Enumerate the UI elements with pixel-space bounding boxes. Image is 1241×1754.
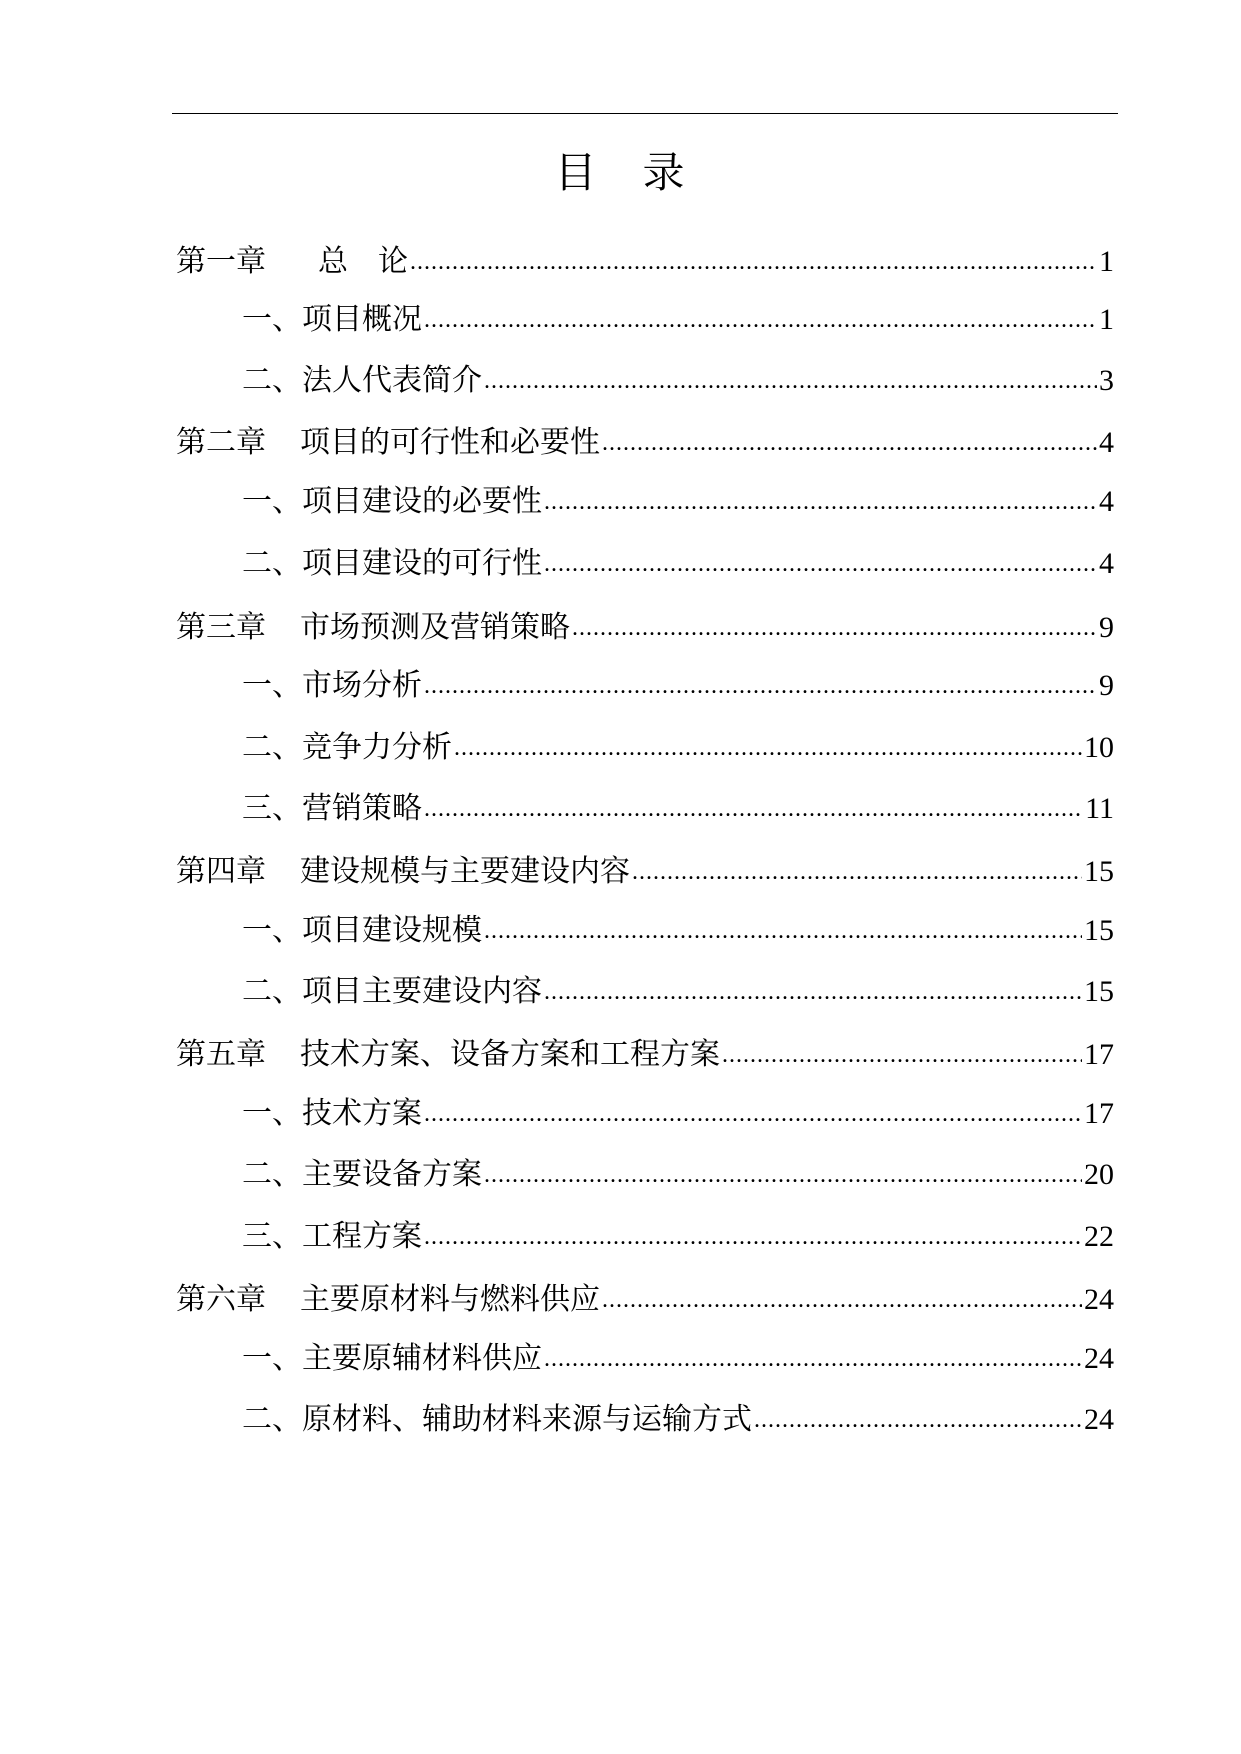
toc-entry-title: 一、项目概况 [242,302,422,337]
toc-entry-title: 一、市场分析 [242,668,422,703]
toc-entry-title: 二、竞争力分析 [242,730,452,765]
toc-entry-title: 技术方案、设备方案和工程方案 [300,1037,720,1072]
toc-dot-leader [424,666,1097,706]
toc-page-number: 15 [1084,914,1114,947]
toc-page-number: 3 [1099,364,1114,397]
toc-page-number: 22 [1084,1220,1114,1253]
toc-dot-leader [544,972,1082,1012]
toc-chapter-number: 第二章 [176,425,266,460]
toc-entry-label [242,1094,422,1134]
toc-chapter-number: 第四章 [176,854,266,889]
toc-entry-label [242,789,422,829]
toc-entry-label [242,300,422,340]
toc-dot-leader [602,1280,1082,1320]
toc-entry-label [176,1280,600,1320]
toc-section-entry [242,361,1114,401]
toc-dot-leader [424,1094,1082,1134]
toc-dot-leader [424,789,1083,829]
toc-page-number: 24 [1084,1342,1114,1375]
toc-entry-title: 一、项目建设的必要性 [242,484,542,519]
toc-chapter-number: 第三章 [176,610,266,645]
toc-entry-label [242,666,422,706]
page-title: 目 录 [554,148,687,197]
toc-page-number: 4 [1099,426,1114,459]
toc-entry-title: 总 论 [318,244,408,279]
toc-entry-label [242,972,542,1012]
toc-dot-leader [410,242,1097,282]
toc-section-entry [242,1400,1114,1440]
toc-entry-label [242,482,542,522]
toc-section-entry [242,728,1114,768]
toc-entry-title: 一、项目建设规模 [242,913,482,948]
toc-entry-title: 主要原材料与燃料供应 [300,1282,600,1317]
toc-page-number: 1 [1099,245,1114,278]
toc-dot-leader [544,544,1097,584]
toc-entry-label [242,1400,752,1440]
toc-entry-label [176,1035,720,1075]
toc-entry-label [242,1217,422,1257]
toc-section-entry [242,1339,1114,1379]
toc-entry-title: 三、营销策略 [242,791,422,826]
toc-entry-label [242,728,452,768]
toc-entry-label [242,361,482,401]
toc-entry-title: 项目的可行性和必要性 [300,425,600,460]
toc-page-number: 15 [1084,855,1114,888]
toc-page-number: 17 [1084,1097,1114,1130]
toc-entry-title: 三、工程方案 [242,1219,422,1254]
toc-page-number: 15 [1084,975,1114,1008]
toc-dot-leader [754,1400,1082,1440]
toc-entry-label [176,242,408,282]
toc-chapter-entry [176,852,1114,892]
toc-dot-leader [544,1339,1082,1379]
toc-page-number: 24 [1084,1403,1114,1436]
toc-page-number: 1 [1099,303,1114,336]
toc-chapter-entry [176,1035,1114,1075]
toc-entry-title: 二、原材料、辅助材料来源与运输方式 [242,1402,752,1437]
toc-entry-title: 二、主要设备方案 [242,1157,482,1192]
toc-chapter-entry [176,608,1114,648]
toc-chapter-entry [176,423,1114,463]
toc-dot-leader [484,911,1082,951]
toc-entry-label [242,1155,482,1195]
toc-chapter-number: 第六章 [176,1282,266,1317]
toc-page-number: 4 [1099,547,1114,580]
toc-entry-title: 建设规模与主要建设内容 [300,854,630,889]
toc-entry-title: 二、项目主要建设内容 [242,974,542,1009]
toc-section-entry [242,1217,1114,1257]
toc-section-entry [242,972,1114,1012]
toc-entry-label [176,852,630,892]
toc-page-number: 24 [1084,1283,1114,1316]
toc-entry-title: 二、项目建设的可行性 [242,546,542,581]
toc-chapter-number: 第一章 [176,244,266,279]
toc-section-entry [242,1155,1114,1195]
toc-dot-leader [544,482,1097,522]
toc-dot-leader [722,1035,1082,1075]
toc-page-number: 4 [1099,485,1114,518]
toc-section-entry [242,789,1114,829]
toc-dot-leader [572,608,1097,648]
toc-page-number: 11 [1085,792,1114,825]
toc-chapter-entry [176,242,1114,282]
toc-section-entry [242,300,1114,340]
toc-dot-leader [484,361,1097,401]
toc-entry-title: 二、法人代表简介 [242,363,482,398]
toc-dot-leader [484,1155,1082,1195]
toc-page-number: 9 [1099,669,1114,702]
toc-page-number: 9 [1099,611,1114,644]
toc-entry-label [176,423,600,463]
toc-page-number: 10 [1084,731,1114,764]
toc-dot-leader [454,728,1082,768]
toc-dot-leader [424,300,1097,340]
toc-page-number: 17 [1084,1038,1114,1071]
toc-section-entry [242,482,1114,522]
toc-section-entry [242,1094,1114,1134]
toc-entry-label [242,544,542,584]
toc-entry-label [176,608,570,648]
toc-dot-leader [424,1217,1082,1257]
toc-section-entry [242,544,1114,584]
toc-entry-label [242,911,482,951]
toc-chapter-number: 第五章 [176,1037,266,1072]
toc-dot-leader [632,852,1082,892]
toc-section-entry [242,666,1114,706]
toc-entry-label [242,1339,542,1379]
toc-section-entry [242,911,1114,951]
toc-entry-title: 一、主要原辅材料供应 [242,1341,542,1376]
toc-chapter-entry [176,1280,1114,1320]
toc-page-number: 20 [1084,1158,1114,1191]
toc-entry-title: 市场预测及营销策略 [300,610,570,645]
toc-dot-leader [602,423,1097,463]
toc-entry-title: 一、技术方案 [242,1096,422,1131]
